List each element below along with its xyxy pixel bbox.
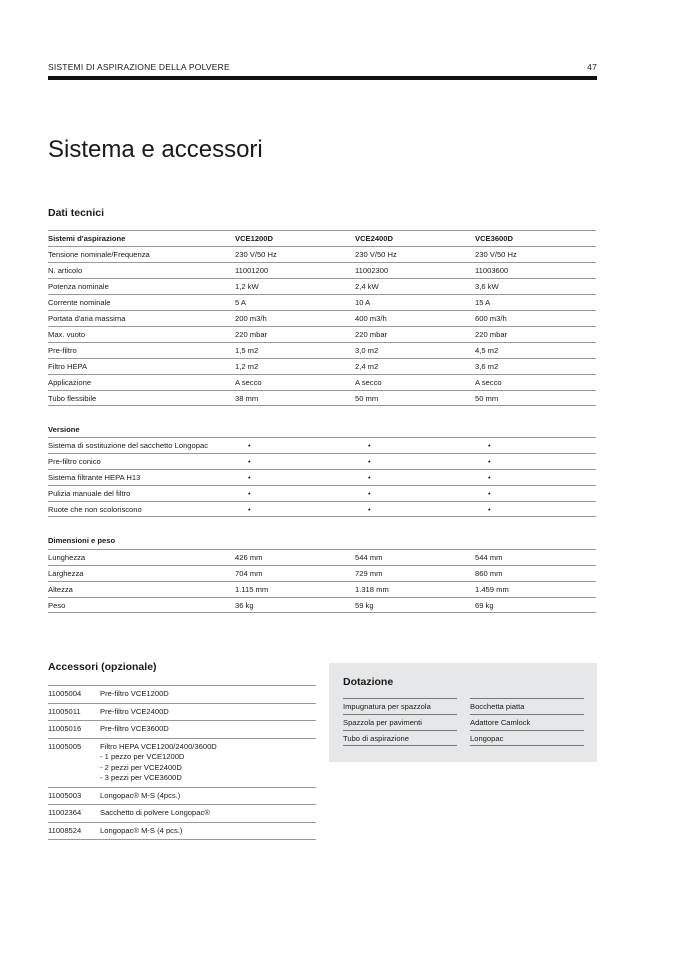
dati-tecnici-table: [48, 230, 596, 406]
table-row: [48, 685, 316, 703]
article-code: 11008524: [48, 825, 82, 835]
bullet-cell: •: [368, 505, 371, 514]
dimensioni-table: [48, 549, 596, 613]
cell: Tensione nominale/Frequenza: [48, 250, 150, 259]
column-header: VCE1200D: [235, 234, 273, 243]
bullet-cell: •: [248, 505, 251, 514]
dotazione-heading: Dotazione: [343, 676, 394, 688]
cell: 200 m3/h: [235, 314, 267, 323]
cell: 704 mm: [235, 569, 263, 578]
table-row: [48, 374, 596, 390]
cell: A secco: [235, 378, 262, 387]
cell: 400 m3/h: [355, 314, 387, 323]
accessori-table: [48, 685, 316, 840]
table-header-row: [48, 230, 596, 246]
article-desc: Sacchetto di polvere Longopac®: [100, 808, 210, 817]
cell: 50 mm: [475, 394, 499, 403]
article-code: 11005005: [48, 741, 82, 751]
cell: 544 mm: [475, 553, 503, 562]
table-row: [48, 787, 316, 805]
table-row: [48, 390, 596, 406]
dotazione-left-list: [343, 698, 457, 746]
table-row: [48, 453, 596, 469]
cell: 729 mm: [355, 569, 383, 578]
cell: 15 A: [475, 298, 491, 307]
cell: 3,6 kW: [475, 282, 499, 291]
cell: 600 m3/h: [475, 314, 507, 323]
cell: 11002300: [355, 266, 389, 275]
cell: N. articolo: [48, 266, 83, 275]
cell: Peso: [48, 601, 66, 610]
cell: Max. vuoto: [48, 330, 86, 339]
cell: 1.318 mm: [355, 585, 389, 594]
cell: Pulizia manuale del filtro: [48, 489, 131, 498]
cell: Applicazione: [48, 378, 92, 387]
cell: Ruote che non scoloriscono: [48, 505, 142, 514]
table-row: [48, 703, 316, 721]
article-desc: Pre-filtro VCE1200D: [100, 689, 169, 698]
table-row: [48, 565, 596, 581]
table-row: [48, 549, 596, 565]
table-row: [48, 720, 316, 738]
article-subline: - 2 pezzi per VCE2400D: [100, 762, 182, 772]
table-row: [48, 246, 596, 262]
cell: 426 mm: [235, 553, 263, 562]
list-item: Bocchetta piatta: [470, 698, 584, 714]
cell: Sistema filtrante HEPA H13: [48, 473, 141, 482]
cell: 69 kg: [475, 601, 494, 610]
cell: 1.459 mm: [475, 585, 509, 594]
table-row: [48, 262, 596, 278]
bullet-cell: •: [368, 489, 371, 498]
cell: 220 mbar: [475, 330, 508, 339]
cell: 1,2 m2: [235, 362, 259, 371]
cell: 230 V/50 Hz: [235, 250, 277, 259]
cell: 36 kg: [235, 601, 254, 610]
cell: Portata d'aria massima: [48, 314, 126, 323]
cell: Filtro HEPA: [48, 362, 88, 371]
table-row: [48, 469, 596, 485]
bullet-cell: •: [488, 489, 491, 498]
header-rule: [48, 76, 597, 80]
cell: 11001200: [235, 266, 269, 275]
cell: 59 kg: [355, 601, 374, 610]
article-code: 11002364: [48, 808, 82, 817]
cell: 11003600: [475, 266, 509, 275]
table-row: [48, 310, 596, 326]
section-title: SISTEMI DI ASPIRAZIONE DELLA POLVERE: [48, 62, 230, 72]
bullet-cell: •: [488, 473, 491, 482]
cell: 2,4 kW: [355, 282, 379, 291]
article-subline: - 1 pezzo per VCE1200D: [100, 752, 185, 761]
cell: A secco: [475, 378, 502, 387]
article-desc: Longopac® M-S (4 pcs.): [100, 825, 183, 835]
cell: 5 A: [235, 298, 246, 307]
article-code: 11005011: [48, 706, 81, 716]
table-row: [48, 437, 596, 453]
cell: Sistema di sostituzione del sacchetto Longopac: [48, 441, 208, 450]
cell: 2,4 m2: [355, 362, 379, 371]
article-code: 11005003: [48, 790, 82, 800]
article-subline: - 3 pezzi per VCE3600D: [100, 773, 182, 782]
cell: 1.115 mm: [235, 585, 269, 594]
list-item: Impugnatura per spazzola: [343, 698, 457, 714]
cell: 3,0 m2: [355, 346, 379, 355]
bullet-cell: •: [488, 505, 491, 514]
table-row: [48, 485, 596, 501]
cell: 230 V/50 Hz: [355, 250, 397, 259]
cell: 220 mbar: [355, 330, 388, 339]
cell: 3,6 m2: [475, 362, 499, 371]
cell: 50 mm: [355, 394, 379, 403]
dotazione-panel: [329, 663, 597, 762]
table-row: [48, 822, 316, 841]
table-row: [48, 597, 596, 613]
article-desc: Pre-filtro VCE2400D: [100, 706, 169, 716]
page-title: Sistema e accessori: [48, 136, 263, 163]
bullet-cell: •: [368, 473, 371, 482]
cell: 38 mm: [235, 394, 259, 403]
table-row: [48, 358, 596, 374]
bullet-cell: •: [368, 441, 371, 450]
table-row: [48, 278, 596, 294]
cell: 220 mbar: [235, 330, 268, 339]
article-desc: Longopac® M-S (4pcs.): [100, 790, 181, 800]
cell: Tubo flessibile: [48, 394, 97, 403]
list-item: Longopac: [470, 730, 584, 746]
cell: Corrente nominale: [48, 298, 111, 307]
bullet-cell: •: [368, 457, 371, 466]
bullet-cell: •: [248, 473, 251, 482]
article-code: 11005004: [48, 689, 82, 698]
cell: Pre-filtro conico: [48, 457, 101, 466]
cell: Larghezza: [48, 569, 84, 578]
bullet-cell: •: [488, 457, 491, 466]
cell: 860 mm: [475, 569, 503, 578]
cell: Lunghezza: [48, 553, 86, 562]
table-row: [48, 804, 316, 822]
column-header: Sistemi d'aspirazione: [48, 234, 126, 243]
page-number: 47: [587, 62, 597, 72]
list-item: Tubo di aspirazione: [343, 730, 457, 746]
article-desc: Filtro HEPA VCE1200/2400/3600D: [100, 741, 217, 751]
column-header: VCE2400D: [355, 234, 393, 243]
article-desc: Pre-filtro VCE3600D: [100, 724, 169, 733]
table-row: [48, 581, 596, 597]
cell: Potenza nominale: [48, 282, 109, 291]
cell: 10 A: [355, 298, 371, 307]
dimensioni-heading: Dimensioni e peso: [48, 536, 116, 545]
table-row: [48, 342, 596, 358]
bullet-cell: •: [488, 441, 491, 450]
dati-tecnici-heading: Dati tecnici: [48, 207, 105, 219]
article-code: 11005016: [48, 724, 82, 733]
versione-table: [48, 437, 596, 517]
running-header: [48, 62, 597, 72]
cell: 230 V/50 Hz: [475, 250, 517, 259]
list-item: Adattore Camlock: [470, 714, 584, 730]
table-row: [48, 294, 596, 310]
column-header: VCE3600D: [475, 234, 513, 243]
bullet-cell: •: [248, 441, 251, 450]
cell: Pre-filtro: [48, 346, 77, 355]
bullet-cell: •: [248, 489, 251, 498]
cell: 544 mm: [355, 553, 383, 562]
accessori-heading: Accessori (opzionale): [48, 661, 157, 673]
versione-heading: Versione: [48, 425, 80, 434]
table-row: [48, 326, 596, 342]
cell: Altezza: [48, 585, 73, 594]
cell: 1,5 m2: [235, 346, 259, 355]
cell: 4,5 m2: [475, 346, 499, 355]
bullet-cell: •: [248, 457, 251, 466]
table-row: [48, 501, 596, 517]
cell: A secco: [355, 378, 382, 387]
cell: 1,2 kW: [235, 282, 259, 291]
table-row: [48, 738, 316, 787]
list-item: Spazzola per pavimenti: [343, 714, 457, 730]
dotazione-right-list: [470, 698, 584, 746]
